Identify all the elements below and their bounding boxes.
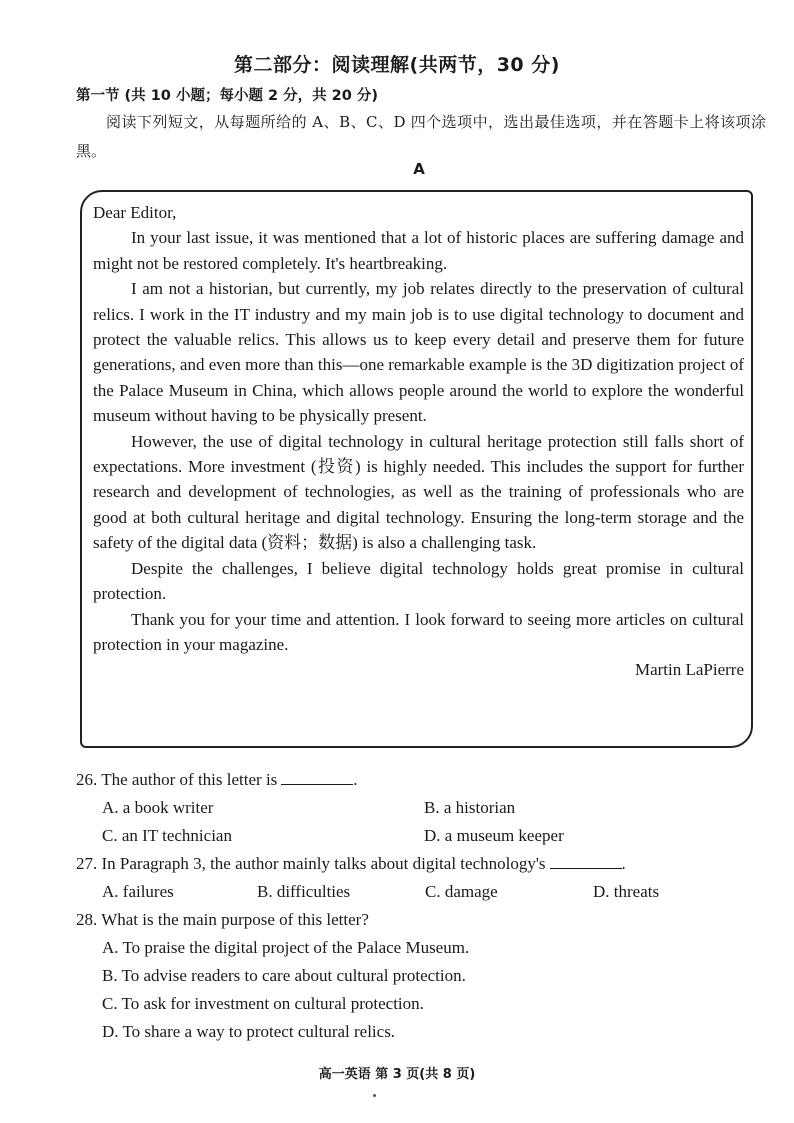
letter-paragraph-2: I am not a historian, but currently, my job relates directly to the preservation of cultural relics. I work in the IT industry and my main job is to use digital technology to document and protect the valuable relics. This allows us to keep every detail and preserve them for future generations, and even more than this—one remarkable example is the 3D digitization project of the Palace Museum in China, which allows people around the world to explore the wonderful museum without having to be physically present. (93, 279, 744, 426)
question-26-text: 26. The author of this letter is (76, 770, 278, 789)
answer-blank (281, 766, 353, 785)
option-27-a: A. failures (102, 882, 174, 901)
option-26-d: D. a museum keeper (424, 826, 564, 845)
question-26-options-row-2 (76, 822, 756, 850)
letter-signature: Martin LaPierre (634, 660, 744, 680)
question-27-text: 27. In Paragraph 3, the author mainly talks about digital technology's (76, 854, 546, 873)
letter-paragraph-1: In your last issue, it was mentioned that a lot of historic places are suffering damage and might not be restored completely. It's heartbreaking. (93, 228, 744, 273)
letter-paragraph-3: However, the use of digital technology in cultural heritage protection still falls short of expectations. More investment (投资) is highly needed. This includes the support for further research and development of technologies, as well as the training of professionals who are good at both cultural heritage and digital technology. Ensuring the long-term storage and the safety of the digital data (资料；数据) is also a challenging task. (93, 431, 744, 553)
option-28-c: C. To ask for investment on cultural protection. (102, 994, 424, 1013)
option-28-b: B. To advise readers to care about cultural protection. (102, 966, 466, 985)
option-27-d: D. threats (593, 882, 660, 901)
question-26-stem (76, 766, 756, 794)
passage-label: A (413, 160, 425, 178)
option-28-d: D. To share a way to protect cultural relics. (102, 1022, 396, 1041)
option-28-a: A. To praise the digital project of the Palace Museum. (102, 938, 470, 957)
question-27-options-row (76, 878, 756, 906)
option-26-a: A. a book writer (102, 798, 214, 817)
letter-paragraph-4: Despite the challenges, I believe digital technology holds great promise in cultural protection. (93, 558, 744, 604)
question-28-stem: 28. What is the main purpose of this letter? (76, 910, 369, 929)
question-26-options-row-1 (76, 794, 756, 822)
part-title: 第二部分：阅读理解(共两节，30 分) (234, 54, 560, 76)
letter-paragraph-5: Thank you for your time and attention. I look forward to seeing more articles on cultural protection in your magazine. (93, 609, 744, 654)
page-footer: 高一英语 第 3 页(共 8 页) (318, 1067, 476, 1082)
option-27-b: B. difficulties (257, 882, 351, 901)
scan-dot (373, 1094, 376, 1097)
letter-salutation: Dear Editor, (93, 203, 177, 222)
answer-blank (550, 850, 622, 869)
question-26-end: . (353, 770, 358, 789)
question-27-stem (76, 850, 756, 878)
instruction-text: 阅读下列短文，从每题所给的 A、B、C、D 四个选项中，选出最佳选项，并在答题卡上将该项涂黑。 (76, 113, 766, 160)
letter-body (93, 200, 744, 683)
question-27-end: . (621, 854, 626, 873)
option-26-c: C. an IT technician (102, 826, 232, 845)
option-27-c: C. damage (425, 882, 498, 901)
question-list (76, 766, 756, 1046)
option-26-b: B. a historian (424, 798, 516, 817)
section-title: 第一节 (共 10 小题；每小题 2 分，共 20 分) (76, 88, 379, 104)
